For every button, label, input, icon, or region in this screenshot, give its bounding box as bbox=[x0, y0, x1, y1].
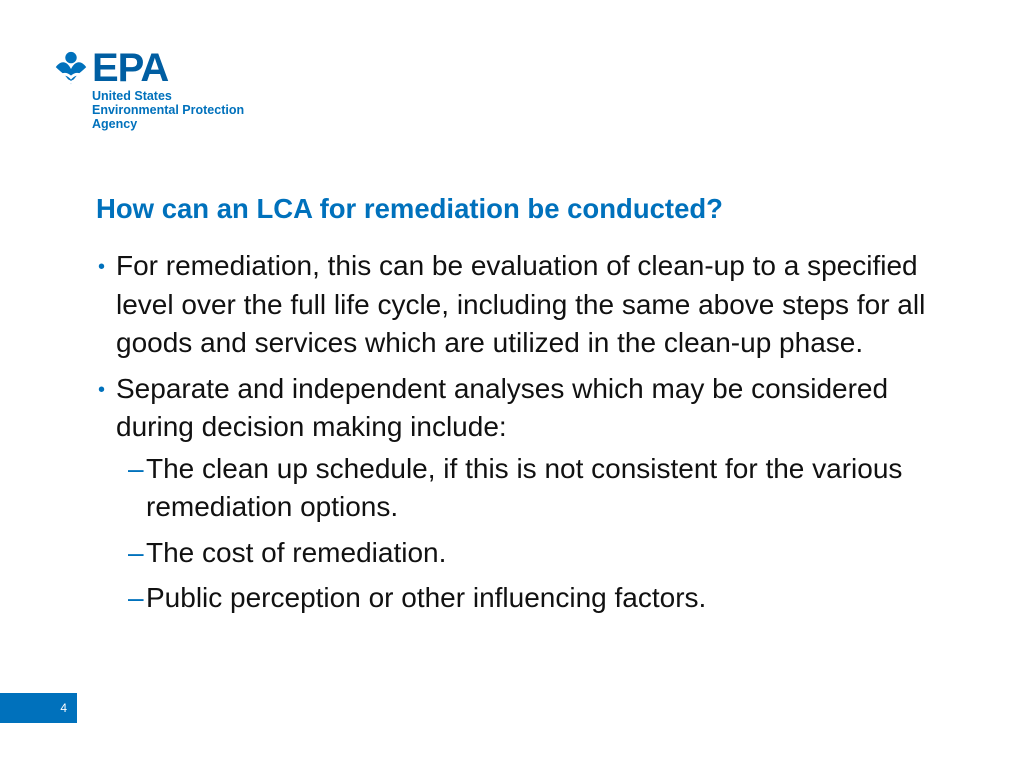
sub-bullet-list bbox=[128, 450, 968, 618]
epa-wordmark: EPA bbox=[92, 46, 169, 90]
bullet-marker: • bbox=[98, 256, 106, 278]
sub-bullet-item bbox=[128, 534, 968, 573]
sub-bullet-marker: – bbox=[128, 536, 144, 568]
epa-logo bbox=[52, 46, 252, 131]
sub-bullet-text: The clean up schedule, if this is not consistent for the various remediation options. bbox=[146, 452, 903, 522]
page-number-badge bbox=[0, 693, 77, 723]
epa-subtitle-line-3: Agency bbox=[92, 117, 138, 131]
bullet-marker: • bbox=[98, 378, 106, 401]
slide-content bbox=[98, 247, 968, 625]
epa-subtitle-line-2: Environmental Protection bbox=[92, 103, 245, 117]
sub-bullet-text: Public perception or other influencing factors. bbox=[146, 582, 707, 613]
bullet-text: Separate and independent analyses which may be considered during decision making include: bbox=[116, 372, 889, 442]
sub-bullet-item bbox=[128, 450, 968, 527]
epa-subtitle-line-1: United States bbox=[92, 89, 172, 103]
sub-bullet-text: The cost of remediation. bbox=[146, 536, 447, 568]
sub-bullet-item bbox=[128, 579, 968, 618]
page-number: 4 bbox=[60, 701, 67, 715]
sub-bullet-marker: – bbox=[128, 582, 144, 613]
epa-subtitle bbox=[92, 89, 262, 131]
bullet-item bbox=[98, 370, 968, 618]
bullet-item bbox=[98, 247, 968, 363]
epa-flower-icon bbox=[52, 50, 90, 88]
bullet-text: For remediation, this can be evaluation of clean-up to a specified level over the full life cycle, including the same above steps for all goods and services which are utilized in the clean-up phase. bbox=[116, 250, 926, 358]
sub-bullet-marker: – bbox=[128, 452, 144, 484]
slide-title: How can an LCA for remediation be conducted? bbox=[96, 193, 723, 224]
